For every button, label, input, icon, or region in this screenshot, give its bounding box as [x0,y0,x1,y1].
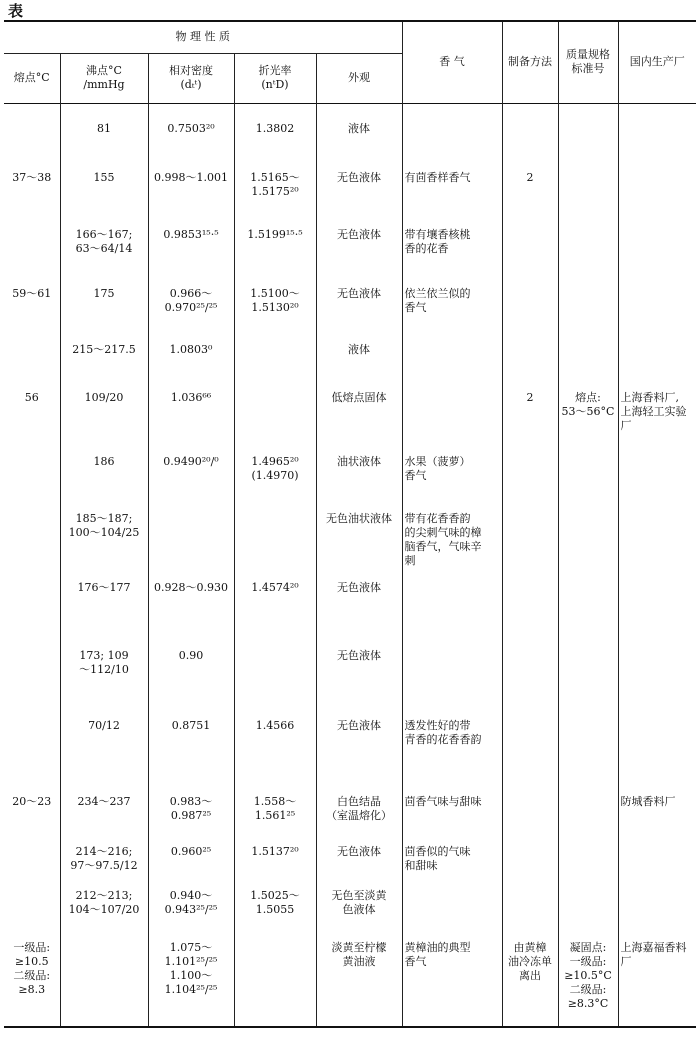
property-table [4,20,696,1028]
method-cell [502,333,558,381]
table-row [4,161,696,218]
appearance-cell: 无色液体 [316,161,402,218]
method-cell [502,218,558,277]
density-cell: 0.8751 [148,709,234,785]
quality-cell [558,835,618,879]
melting-point-cell [4,709,60,785]
refractive-index-cell [234,333,316,381]
density-cell [148,502,234,571]
odor-cell [402,381,502,445]
density-cell: 0.940～ 0.943²⁵/²⁵ [148,879,234,931]
melting-point-cell [4,835,60,879]
odor-cell: 带有花香香韵 的尖刺气味的樟 脑香气，气味辛 刺 [402,502,502,571]
boiling-point-cell: 173; 109 ～112/10 [60,639,148,709]
physical-properties-header: 物 理 性 质 [4,21,402,53]
boiling-point-cell: 175 [60,277,148,333]
producer-cell [618,103,696,161]
boiling-point-cell: 215～217.5 [60,333,148,381]
producer-cell [618,445,696,502]
producer-cell [618,277,696,333]
quality-cell [558,879,618,931]
melting-point-cell [4,639,60,709]
density-header: 相对密度 (dₜᵗ) [148,53,234,103]
producer-cell [618,161,696,218]
odor-cell: 带有壤香核桃 香的花香 [402,218,502,277]
producer-cell [618,333,696,381]
density-cell: 0.928～0.930 [148,571,234,639]
page-title: 表 [8,2,24,20]
appearance-cell: 淡黄至柠檬 黄油液 [316,931,402,1027]
producer-cell: 防城香料厂 [618,785,696,835]
appearance-cell: 液体 [316,333,402,381]
boiling-point-cell: 212～213; 104～107/20 [60,879,148,931]
boiling-point-cell: 176～177 [60,571,148,639]
table-row [4,571,696,639]
appearance-cell: 无色至淡黄 色液体 [316,879,402,931]
table-row [4,709,696,785]
refractive-index-cell: 1.5165～ 1.5175²⁰ [234,161,316,218]
boiling-point-cell: 185～187; 100～104/25 [60,502,148,571]
odor-cell: 水果（菠萝） 香气 [402,445,502,502]
producer-cell [618,218,696,277]
quality-cell [558,218,618,277]
method-cell [502,445,558,502]
method-cell [502,571,558,639]
odor-cell [402,103,502,161]
appearance-cell: 无色液体 [316,639,402,709]
quality-cell [558,639,618,709]
odor-cell: 有茴香样香气 [402,161,502,218]
density-cell: 0.966～ 0.970²⁵/²⁵ [148,277,234,333]
quality-cell [558,502,618,571]
quality-cell: 熔点: 53～56°C [558,381,618,445]
boiling-point-cell: 70/12 [60,709,148,785]
method-cell [502,103,558,161]
refractive-index-cell: 1.5137²⁰ [234,835,316,879]
melting-point-header: 熔点°C [13,71,50,84]
appearance-cell: 低熔点固体 [316,381,402,445]
table-row [4,103,696,161]
refractive-index-cell: 1.5199¹⁵·⁵ [234,218,316,277]
quality-cell: 凝固点: 一级品: ≥10.5°C 二级品: ≥8.3°C [558,931,618,1027]
producer-cell: 上海嘉福香料 厂 [618,931,696,1027]
method-header: 制备方法 [502,21,558,103]
melting-point-cell [4,333,60,381]
boiling-point-cell: 214～216; 97～97.5/12 [60,835,148,879]
boiling-point-cell: 81 [60,103,148,161]
table-row [4,785,696,835]
density-cell: 0.90 [148,639,234,709]
method-cell: 2 [502,381,558,445]
method-cell [502,277,558,333]
melting-point-cell [4,445,60,502]
density-cell: 1.0803⁰ [148,333,234,381]
producer-cell [618,879,696,931]
density-cell: 0.998～1.001 [148,161,234,218]
odor-cell: 依兰依兰似的 香气 [402,277,502,333]
method-cell [502,785,558,835]
method-cell [502,709,558,785]
appearance-cell: 无色液体 [316,571,402,639]
refractive-index-cell: 1.5100～ 1.5130²⁰ [234,277,316,333]
density-cell: 0.9490²⁰/⁰ [148,445,234,502]
quality-cell [558,333,618,381]
producer-cell: 上海香料厂, 上海轻工实验 厂 [618,381,696,445]
method-cell [502,639,558,709]
method-cell: 由黄樟 油冷冻单 离出 [502,931,558,1027]
density-cell: 0.9853¹⁵·⁵ [148,218,234,277]
odor-cell [402,571,502,639]
density-cell: 0.960²⁵ [148,835,234,879]
melting-point-cell [4,879,60,931]
producer-cell [618,835,696,879]
odor-cell [402,639,502,709]
appearance-cell: 无色液体 [316,218,402,277]
boiling-point-header: 沸点°C /mmHg [60,53,148,103]
appearance-cell: 白色结晶 （室温熔化） [316,785,402,835]
method-cell [502,502,558,571]
refractive-index-cell [234,381,316,445]
appearance-cell: 无色液体 [316,277,402,333]
odor-cell: 茴香气味与甜味 [402,785,502,835]
melting-point-cell: 一级品: ≥10.5 二级品: ≥8.3 [4,931,60,1027]
melting-point-cell [4,571,60,639]
refractive-index-cell: 1.4566 [234,709,316,785]
quality-header: 质量规格 标准号 [558,21,618,103]
melting-point-cell: 56 [24,391,39,404]
density-cell: 1.075～ 1.101²⁵/²⁵ 1.100～ 1.104²⁵/²⁵ [148,931,234,1027]
producer-cell [618,639,696,709]
producer-cell [618,502,696,571]
quality-cell [558,571,618,639]
quality-cell [558,445,618,502]
refractive-index-cell: 1.558～ 1.561²⁵ [234,785,316,835]
table-row [4,879,696,931]
quality-cell [558,709,618,785]
table-row [4,333,696,381]
table-row [4,835,696,879]
odor-header: 香 气 [402,21,502,103]
refractive-index-cell: 1.3802 [234,103,316,161]
refractive-index-cell: 1.5025～ 1.5055 [234,879,316,931]
density-cell: 0.983～ 0.987²⁵ [148,785,234,835]
refractive-index-cell [234,931,316,1027]
refractive-index-cell [234,639,316,709]
melting-point-cell: 59～61 [12,287,52,300]
refractive-index-cell: 1.4574²⁰ [234,571,316,639]
producer-cell [618,571,696,639]
appearance-cell: 油状液体 [316,445,402,502]
density-cell: 0.7503²⁰ [148,103,234,161]
odor-cell: 透发性好的带 青香的花香香韵 [402,709,502,785]
boiling-point-cell: 155 [60,161,148,218]
method-cell [502,835,558,879]
producer-cell [618,709,696,785]
method-cell [502,879,558,931]
appearance-cell: 无色液体 [316,835,402,879]
quality-cell [558,103,618,161]
table-row [4,277,696,333]
melting-point-cell: 37～38 [12,171,52,184]
melting-point-cell: 20～23 [12,795,52,808]
refractive-index-cell [234,502,316,571]
boiling-point-cell [60,931,148,1027]
table-row [4,445,696,502]
table-row [4,218,696,277]
producer-header: 国内生产厂 [618,21,696,103]
density-cell: 1.036⁶⁶ [148,381,234,445]
boiling-point-cell: 166～167; 63～64/14 [60,218,148,277]
melting-point-cell [4,502,60,571]
appearance-cell: 液体 [316,103,402,161]
refractive-index-header: 折光率 (nᵗD) [234,53,316,103]
boiling-point-cell: 234～237 [60,785,148,835]
quality-cell [558,161,618,218]
appearance-cell: 无色油状液体 [316,502,402,571]
refractive-index-cell: 1.4965²⁰ (1.4970) [234,445,316,502]
melting-point-cell [4,103,60,161]
table-row [4,381,696,445]
odor-cell: 茴香似的气味 和甜味 [402,835,502,879]
melting-point-cell [4,218,60,277]
odor-cell [402,879,502,931]
quality-cell [558,277,618,333]
table-row [4,931,696,1027]
boiling-point-cell: 186 [60,445,148,502]
appearance-header: 外观 [316,53,402,103]
odor-cell: 黄樟油的典型 香气 [402,931,502,1027]
quality-cell [558,785,618,835]
appearance-cell: 无色液体 [316,709,402,785]
method-cell: 2 [502,161,558,218]
boiling-point-cell: 109/20 [60,381,148,445]
odor-cell [402,333,502,381]
table-row [4,502,696,571]
table-row [4,639,696,709]
